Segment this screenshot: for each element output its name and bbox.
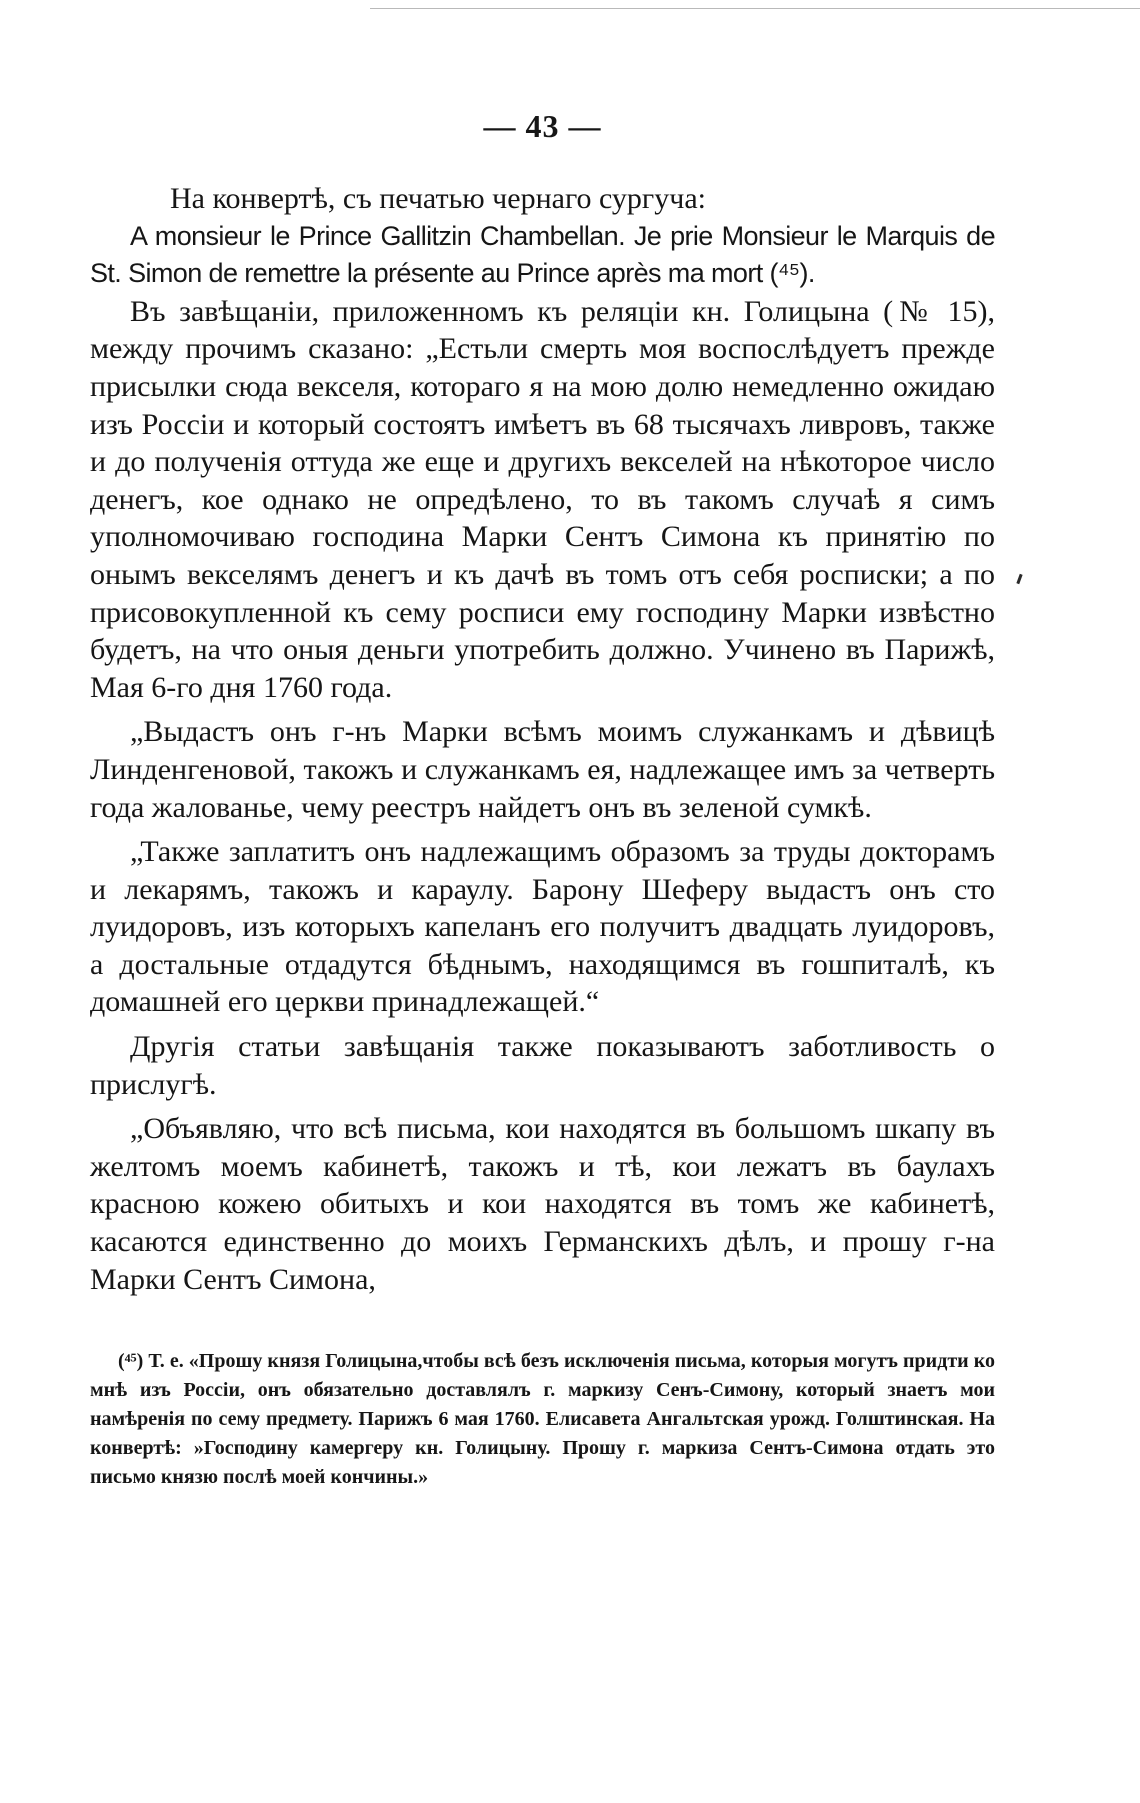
paragraph-letters: „Объявляю, что всѣ письма, кои находятся въ большомъ шкапу въ желтомъ моемъ кабинетѣ, такожъ и тѣ, кои лежатъ въ баулахъ красною кожею обитыхъ и кои находятся въ томъ же кабинетѣ, касаются единственно до моихъ Германскихъ дѣлъ, и прошу г-на Марки Сентъ Симона, — [90, 1112, 995, 1296]
footnotes — [90, 1347, 995, 1492]
book-page — [90, 106, 995, 1492]
envelope-caption: На конвертѣ, съ печатью чернаго сургуча: — [170, 182, 706, 215]
footnote-text: Т. е. «Прошу князя Голицына,чтобы всѣ безъ исключенія письма, которыя могутъ придти ко мнѣ изъ Россіи, онъ обязательно доставлялъ г. маркизу Сенъ-Симону, который знаетъ мои намѣренія по сему предмету. Парижъ 6 мая 1760. Елисавета Ангальтская урожд. Голштинская. На конвертѣ: »Господину камергеру кн. Голицыну. Прошу г. маркиза Сентъ-Симона отдать это письмо князю послѣ моей кончины.» — [90, 1350, 996, 1489]
margin-mark — [1016, 574, 1022, 584]
french-inscription — [90, 218, 995, 293]
footnote-reference: (⁴⁵). — [769, 258, 815, 289]
paragraph-doctors: „Также заплатитъ онъ надлежащимъ образомъ за труды докторамъ и лекарямъ, такожъ и караулу. Барону Шеферу выдастъ онъ сто луидоровъ, изъ которыхъ капеланъ его получитъ двадцать луидоровъ, а достальные отдадутся бѣднымъ, находящимся въ гошпиталѣ, къ домашней его церкви принадлежащей.“ — [90, 835, 995, 1019]
paragraph-testament: Въ завѣщаніи, приложенномъ къ реляціи кн. Голицына (№ 15), между прочимъ сказано: „Естьли смерть моя воспослѣдуетъ прежде присылки сюда векселя, котораго я на мою долю немедленно ожидаю изъ Россіи и который состоятъ имѣетъ въ 68 тысячахъ ливровъ, также и до полученія оттуда же еще и другихъ векселей на нѣкоторое число денегъ, кое однако не опредѣлено, то въ такомъ случаѣ я симъ уполномочиваю господина Марки Сентъ Симона къ принятію по онымъ векселямъ денегъ и къ дачѣ въ томъ отъ себя росписки; а по присовокупленной къ сему росписи ему господину Марки извѣстно будетъ, на что оныя деньги употребить должно. Учинено въ Парижѣ, Мая 6-го дня 1760 года. — [90, 294, 995, 704]
footnote-marker: (⁴⁵) — [118, 1350, 144, 1373]
footnote-45 — [90, 1347, 995, 1492]
main-text — [90, 180, 995, 1298]
page-number: — 43 — — [483, 108, 602, 144]
footnote-separator — [90, 1336, 995, 1337]
paragraph-other-articles: Другія статьи завѣщанія также показываютъ заботливость о прислугѣ. — [90, 1030, 995, 1101]
french-text: A monsieur le Prince Gallitzin Chambellan. Je prie Monsieur le Marquis de St. Simon de remettre la présente au Prince après ma mort — [90, 220, 995, 289]
top-edge-rule — [370, 8, 1140, 9]
paragraph-servants: „Выдастъ онъ г-нъ Марки всѣмъ моимъ служанкамъ и дѣвицѣ Линденгеновой, такожъ и служанкамъ ея, надлежащее имъ за четверть года жалованье, чему реестръ найдетъ онъ въ зеленой сумкѣ. — [90, 715, 995, 824]
